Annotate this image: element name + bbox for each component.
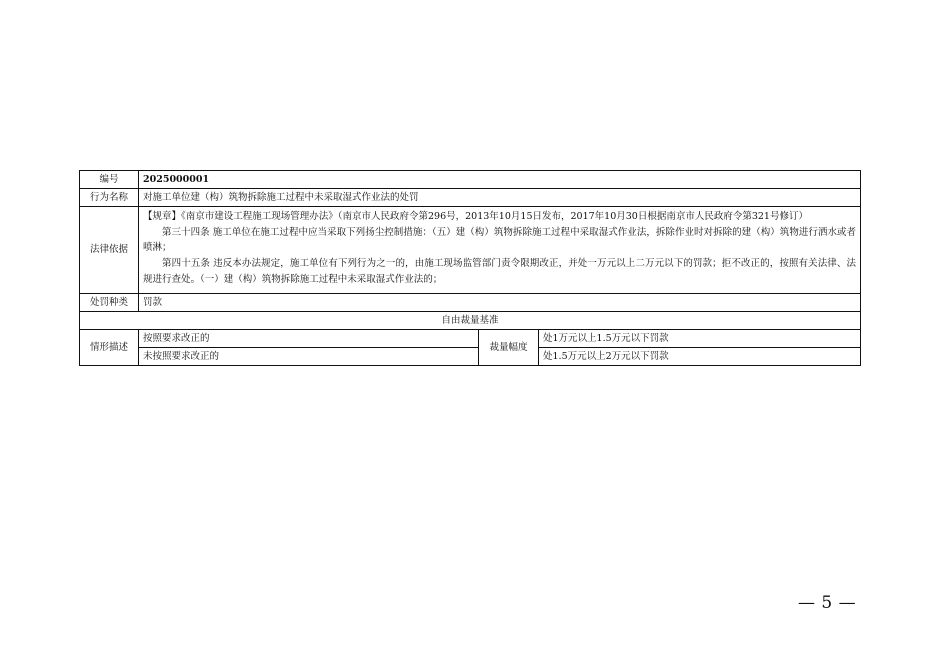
situation-label: 情形描述 <box>80 330 139 366</box>
discretion-range-label: 裁量幅度 <box>479 330 539 366</box>
table-row-situation-2 <box>80 348 861 366</box>
legal-basis-label: 法律依据 <box>80 207 139 294</box>
id-value: 2025000001 <box>139 171 861 189</box>
legal-basis-article-45: 第四十五条 违反本办法规定，施工单位有下列行为之一的，由施工现场监管部门责令限期改正，并处一万元以上二万元以下的罚款；拒不改正的，按照有关法律、法规进行查处。（一）建（构）筑物拆除施工过程中未采取湿式作业法的； <box>143 258 857 285</box>
discretion-standard-header: 自由裁量基准 <box>80 312 861 330</box>
legal-basis-content <box>139 207 861 294</box>
table-row-id <box>80 171 861 189</box>
situation-value-1: 按照要求改正的 <box>139 330 479 348</box>
id-label: 编号 <box>80 171 139 189</box>
page-number: — 5 — <box>798 593 857 613</box>
legal-basis-article-34: 第三十四条 施工单位在施工过程中应当采取下列扬尘控制措施：（五）建（构）筑物拆除施工过程中采取湿式作业法，拆除作业时对拆除的建（构）筑物进行洒水或者喷淋； <box>143 226 857 254</box>
table-row-action-name <box>80 189 861 207</box>
table-row-situation-1 <box>80 330 861 348</box>
range-value-1: 处1万元以上1.5万元以下罚款 <box>539 330 861 348</box>
situation-value-2: 未按照要求改正的 <box>139 348 479 366</box>
penalty-type-value: 罚款 <box>139 294 861 312</box>
action-name-label: 行为名称 <box>80 189 139 207</box>
action-name-value: 对施工单位建（构）筑物拆除施工过程中未采取湿式作业法的处罚 <box>139 189 861 207</box>
penalty-type-label: 处罚种类 <box>80 294 139 312</box>
penalty-standard-table <box>79 170 861 366</box>
table-row-penalty-type <box>80 294 861 312</box>
table-row-legal-basis <box>80 207 861 294</box>
range-value-2: 处1.5万元以上2万元以下罚款 <box>539 348 861 366</box>
table-row-discretion-header <box>80 312 861 330</box>
legal-basis-regulation: 【规章】《南京市建设工程施工现场管理办法》（南京市人民政府令第296号，2013年10月15日发布，2017年10月30日根据南京市人民政府令第321号修订） <box>143 211 808 222</box>
